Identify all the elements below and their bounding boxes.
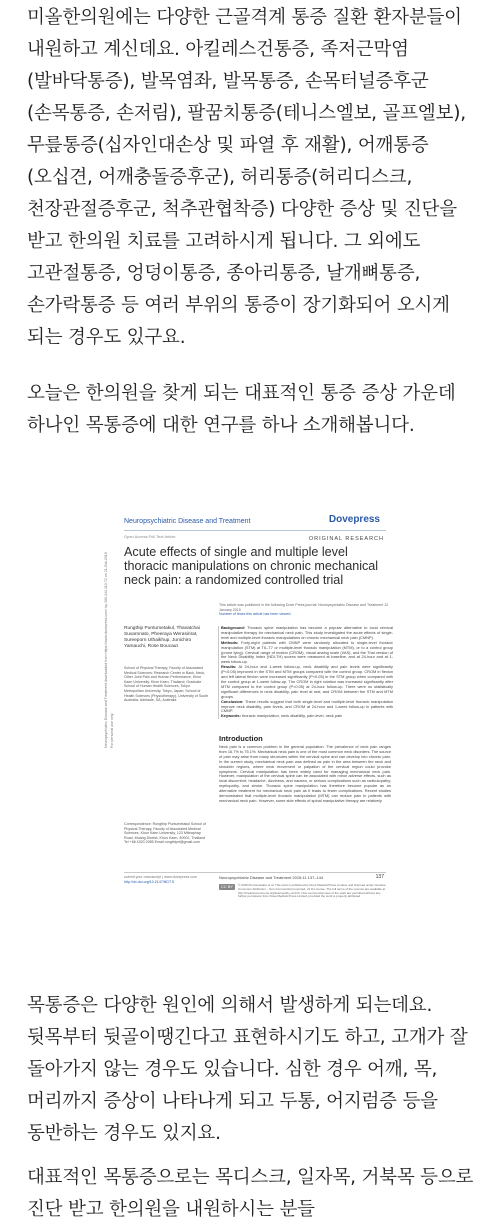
paper-image — [96, 508, 402, 904]
paper-affiliations: School of Physical Therapy, Faculty of Associated Medical Sciences; Research Center in Back, Neck, Other Joint Pain and Human Performance, Khon Kaen University, Khon Kaen, Thailand; Graduate School of Human Health Sciences, Tokyo Metropolitan University, Tokyo, Japan; School of Health Sciences (Physiotherapy), University of South Australia, Adelaide, SA, Australia — [124, 666, 209, 703]
paper-category: ORIGINAL RESEARCH — [308, 536, 384, 542]
abstract-section — [221, 626, 393, 641]
paper-footer-left — [124, 875, 210, 884]
abstract-text: At 24-hour and 1-week follow-up, neck disability and pain levels were significantly (P<0.05) improved in the STM and MTM groups compared with the control group. CROM in flexion and left lateral flexion were increased significantly (P<0.05) in the STM group when compared with the control group at 1-week follow-up. The CROM in right rotation was increased significantly after MTM compared to the control group (P<0.05) at 24-hour follow-up. There were no statistically significant differences in neck disability, pain level at rest, and CROM between the STM and MTM groups. — [221, 664, 393, 699]
abstract-text: thoracic manipulation, neck disability, pain level, neck pain — [241, 713, 343, 719]
paper-license-text: © 2015 Puntumetakul et al. This work is published by Dove Medical Press Limited, and licensed under Creative Commons Attribution – Non Commercial (unported, v3.0) License. The full terms of the License are available at http://creativecommons.org/licenses/by-nc/3.0/. Non-commercial uses of the work are permitted without any further permission from Dove Medical Press Limited, provided the work is properly attributed. — [238, 883, 386, 899]
abstract-text: These results suggest that both single-level and multiple-level thoracic manipulation improve neck disability, pain levels, and CROM at 24-hour and 1-week follow-up in patients with CMNP. — [221, 698, 393, 714]
abstract-text: Thoracic spine manipulation has become a popular alternative to local cervical manipulative therapy for mechanical neck pain. This study investigated the acute effects of single-level and multiple-level thoracic manipulations on chronic mechanical neck pain (CMNP). — [221, 625, 393, 640]
paper-correspondence: Correspondence: Rungthip Puntumetakul School of Physical Therapy, Faculty of Associated Medical Sciences, Khon Kaen University, 123 Mittraphap Road, Muang District, Khon Kaen, 40002, Thailand Tel +66 4320 2085 Email rungthiprt@gmail.com — [124, 822, 206, 845]
paragraph-neck-pain: 목통증은 다양한 원인에 의해서 발생하게 되는데요. 뒷목부터 뒷골이땡긴다고 표현하시기도 하고, 고개가 잘 돌아가지 않는 경우도 있습니다. 심한 경우 어깨, 목, 머리까지 증상이 나타나게 되고 두통, 어지럼증 등을 동반하는 경우도 있지요. — [27, 995, 468, 1144]
abstract-label: Conclusion: — [221, 698, 244, 704]
paper-title: Acute effects of single and multiple level thoracic manipulations on chronic mechanical neck pain: a randomized controlled trial — [124, 545, 379, 587]
abstract-section — [221, 700, 393, 715]
paper-authors: Rungthip Puntumetakul, Thavatchai Suvarnnato, Pheeraya Werasirirat, Sureeporn Uthaikhup, Junichiro Yamauchi, Rose Boucaut — [124, 626, 200, 649]
paper-abstract — [218, 626, 393, 719]
abstract-section — [221, 641, 393, 666]
paper-pub-link[interactable]: Number of times this article has been viewed — [219, 612, 291, 617]
paper-top-rule — [124, 530, 386, 531]
paper-journal-name: Neuropsychiatric Disease and Treatment — [124, 518, 251, 525]
paragraph-topic: 오늘은 한의원을 찾게 되는 대표적인 통증 증상 가운데 하나인 목통증에 대한 연구를 하나 소개해봅니다. — [27, 383, 456, 436]
abstract-section — [221, 714, 393, 719]
paper-intro-heading: Introduction — [219, 734, 263, 743]
cc-license-badge: CC BY NC — [220, 884, 234, 895]
abstract-section — [221, 665, 393, 699]
paper-intro-text: Neck pain is a common problem in the general population. The prevalence of neck pain ranges from 16.7% to 75.1%. Mechanical neck pain is one of the most common neck disorders. The source of pain may arise from many structures within the cervical spine and can develop into chronic pain. In the current study, mechanical neck pain was defined as pain in the area between the neck and shoulder regions, where neck movement or palpation of the cervical region could provoke symptoms. Cervical manipulation has been widely used for managing mechanical neck pain. However, manipulation of the cervical spine can be associated with minor adverse effects, such as local discomfort, headache, dizziness, and nausea, or serious complications such as radiculopathy, myelopathy, and stroke. Thoracic spine manipulation has therefore become popular as an alternative treatment for mechanical neck pain as it leads to fewer complications. Recent studies demonstrated that multiple-level thoracic manipulation (MTM) can reduce pain in patients with mechanical neck pain. However, some side effects of spinal manipulative therapy are relatively — [219, 744, 391, 803]
abstract-text: Forty-eight patients with CMNP were randomly allocated to single-level thoracic manipulation (STM) at T6–T7 or multiple-level thoracic manipulation (MTM), or to a control group (prone lying). Cervical range of motion (CROM), visual analog scale (VAS), and the Thai version of the Neck Disability Index (NDI-TH) scores were measured at baseline, and at 24-hour and at 1-week follow-up. — [221, 639, 393, 665]
paper-footer-journal: Neuropsychiatric Disease and Treatment 2015:11 137–144 — [219, 875, 324, 880]
paper-access-label: Open Access Full Text Article — [124, 534, 176, 539]
paper-pub-note-text: This article was published in the following Dove Press journal: Neuropsychiatric Disease and Treatment 12 January 2015 — [219, 603, 389, 612]
paper-page-number: 137 — [375, 874, 384, 880]
paper-pub-note — [219, 603, 389, 617]
paper-side-text-2: For personal use only. — [110, 712, 114, 748]
paper-footer-rule — [124, 872, 386, 873]
abstract-label: Results: — [221, 664, 237, 670]
abstract-label: Background: — [221, 625, 245, 630]
paper-doi-link[interactable]: http://dx.doi.org/10.2147/NDT.S — [124, 879, 175, 884]
paper-publisher-logo: Dovepress — [328, 514, 380, 525]
abstract-label: Keywords: — [221, 713, 241, 719]
paper-side-text-1: Neuropsychiatric Disease and Treatment downloaded from https://www.dovepress.com/ by 106.241.110.72 on 21-Oct-2019 — [104, 552, 108, 748]
paper-footer-submit: submit your manuscript | www.dovepress.com — [124, 875, 198, 879]
paragraph-intro: 미올한의원에는 다양한 근골격계 통증 질환 환자분들이 내원하고 계신데요. 아킬레스건통증, 족저근막염(발바닥통증), 발목염좌, 발목통증, 손목터널증후군(손목통증, 손저림), 팔꿈치통증(테니스엘보, 골프엘보), 무릎통증(십자인대손상 및 파열 후 재활), 어깨통증(오십견, 어깨충돌증후군), 허리통증(허리디스크, 천장관절증후군, 척추관협착증) 다양한 증상 및 진단을 받고 한의원 치료를 고려하시게 됩니다. 그 외에도 고관절통증, 엉덩이통증, 종아리통증, 날개뼈통증, 손가락통증 등 여러 부위의 통증이 장기화되어 오시게 되는 경우도 있구요. — [27, 7, 466, 348]
abstract-label: Methods: — [221, 639, 239, 645]
paragraph-diagnosis: 대표적인 목통증으로는 목디스크, 일자목, 거북목 등으로 진단 받고 한의원을 내원하시는 분들 — [27, 1167, 474, 1220]
